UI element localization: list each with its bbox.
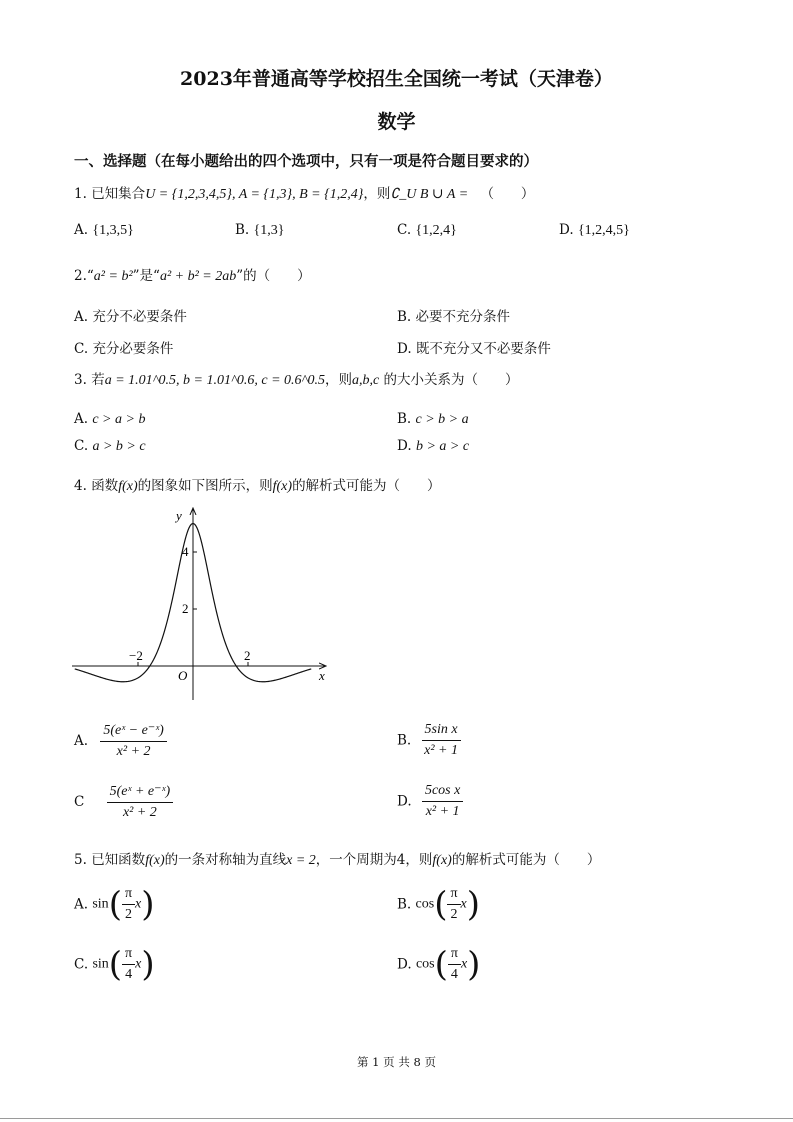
question-3 bbox=[74, 368, 518, 389]
fraction bbox=[100, 722, 167, 760]
question-4 bbox=[74, 474, 441, 495]
section-heading: 一、选择题（在每小题给出的四个选项中，只有一项是符合题目要求的） bbox=[74, 153, 538, 170]
fraction bbox=[122, 946, 135, 983]
y-tick-label: 4 bbox=[182, 544, 189, 559]
option-c bbox=[74, 337, 173, 357]
option-label: A. bbox=[74, 222, 89, 238]
function-name: f(x) bbox=[118, 479, 138, 494]
option-label: C. bbox=[74, 341, 89, 357]
fraction bbox=[422, 722, 461, 759]
question-number: 3. bbox=[74, 372, 87, 388]
option-b bbox=[397, 722, 461, 759]
function-name: f(x) bbox=[272, 479, 293, 494]
option-label: D. bbox=[397, 956, 412, 973]
trig-function: cos bbox=[415, 956, 435, 972]
question-text: ”的（ ） bbox=[236, 268, 311, 284]
option-label: C. bbox=[397, 222, 412, 238]
function-name: f(x) bbox=[145, 853, 165, 868]
math-expression: a = 1.01^0.5, b = 1.01^0.6, c = 0.6^0.5 bbox=[104, 373, 325, 388]
math-variables: a,b,c bbox=[351, 373, 380, 388]
option-text: 必要不充分条件 bbox=[415, 309, 511, 325]
option-label: C. bbox=[74, 956, 89, 973]
option-b bbox=[397, 411, 469, 428]
option-d bbox=[397, 337, 551, 357]
x-tick-label: −2 bbox=[129, 648, 143, 663]
numerator: 5sin x bbox=[422, 722, 461, 741]
option-label: C. bbox=[74, 438, 89, 454]
trig-function: sin bbox=[92, 956, 109, 972]
option-b bbox=[397, 305, 510, 325]
page-divider bbox=[0, 1118, 793, 1119]
numerator: π bbox=[122, 886, 135, 905]
option-label: A. bbox=[74, 896, 89, 913]
option-c: C. sin( $\frac{\pi}{4}$ x) bbox=[74, 944, 155, 985]
question-text: 的图象如下图所示，则 bbox=[137, 478, 273, 494]
question-text: ，一个周期为4，则 bbox=[315, 852, 433, 868]
question-number: 5. bbox=[74, 852, 87, 868]
option-label: A. bbox=[74, 411, 89, 427]
question-text: ，则 bbox=[324, 372, 352, 388]
numerator: π bbox=[122, 946, 135, 965]
option-label: A. bbox=[74, 309, 89, 325]
variable: x bbox=[460, 956, 468, 972]
math-expression: a² = b² bbox=[93, 269, 133, 284]
numerator: 5(eˣ − e⁻ˣ) bbox=[100, 722, 167, 742]
exam-title: 2023年普通高等学校招生全国统一考试（天津卷） bbox=[180, 68, 613, 90]
option-label: A. bbox=[74, 733, 89, 749]
denominator: x² + 1 bbox=[424, 743, 458, 758]
x-axis-label: x bbox=[319, 668, 325, 683]
question-text: 的一条对称轴为直线 bbox=[164, 852, 287, 868]
option-label: B. bbox=[397, 896, 412, 913]
option-c bbox=[397, 222, 457, 239]
page-footer: 第 1 页 共 8 页 bbox=[357, 1055, 436, 1069]
option-c bbox=[74, 783, 173, 821]
denominator: 2 bbox=[450, 907, 458, 922]
origin-label: O bbox=[178, 668, 188, 683]
y-axis-label: y bbox=[176, 508, 182, 523]
option-text: 充分必要条件 bbox=[92, 341, 174, 357]
question-text: 函数 bbox=[91, 478, 119, 494]
fraction bbox=[448, 946, 461, 983]
option-math: c > b > a bbox=[415, 412, 469, 427]
question-text: 的大小关系为（ ） bbox=[383, 372, 519, 388]
function-graph bbox=[66, 500, 336, 710]
x-tick-label: 2 bbox=[244, 648, 251, 663]
option-d bbox=[559, 222, 630, 239]
fraction bbox=[107, 783, 174, 821]
trig-function: sin bbox=[92, 896, 109, 912]
option-label: D. bbox=[559, 222, 574, 238]
option-math: a > b > c bbox=[92, 439, 146, 454]
question-1 bbox=[74, 182, 534, 203]
option-label: B. bbox=[397, 309, 412, 325]
math-expression: x = 2 bbox=[286, 853, 316, 868]
option-a bbox=[74, 305, 187, 325]
option-a bbox=[74, 411, 145, 428]
numerator: 5cos x bbox=[422, 783, 463, 802]
question-number: 2. bbox=[74, 268, 87, 284]
option-text: 既不充分又不必要条件 bbox=[415, 341, 551, 357]
question-text: ，则 bbox=[363, 186, 391, 202]
question-text: “ bbox=[86, 268, 94, 284]
denominator: 4 bbox=[125, 967, 133, 982]
option-b: B. cos( $\frac{\pi}{2}$ x) bbox=[397, 884, 481, 925]
function-name: f(x) bbox=[432, 853, 452, 868]
option-math: {1,2,4,5} bbox=[577, 223, 630, 238]
question-2 bbox=[74, 264, 311, 285]
option-d bbox=[397, 438, 469, 455]
option-b bbox=[235, 222, 284, 239]
fraction bbox=[422, 783, 463, 820]
numerator: π bbox=[447, 886, 460, 905]
option-label: B. bbox=[397, 411, 412, 427]
variable: x bbox=[135, 956, 142, 972]
math-expression: a² + b² = 2ab bbox=[159, 269, 237, 284]
math-expression: ∁_U B ∪ A = bbox=[390, 187, 469, 202]
option-a bbox=[74, 722, 167, 760]
option-math: {1,2,4} bbox=[415, 223, 457, 238]
fraction bbox=[447, 886, 460, 923]
numerator: 5(eˣ + e⁻ˣ) bbox=[107, 783, 174, 803]
option-label: B. bbox=[235, 222, 250, 238]
question-number: 1. bbox=[74, 186, 87, 202]
option-math: {1,3,5} bbox=[92, 223, 134, 238]
variable: x bbox=[135, 896, 142, 912]
y-tick-label: 2 bbox=[182, 601, 189, 616]
option-math: {1,3} bbox=[253, 223, 285, 238]
question-text: ”是“ bbox=[132, 268, 160, 284]
denominator: 2 bbox=[124, 907, 132, 922]
option-d bbox=[397, 783, 463, 820]
math-sets: U = {1,2,3,4,5}, A = {1,3}, B = {1,2,4} bbox=[145, 187, 364, 202]
denominator: x² + 2 bbox=[122, 805, 157, 820]
question-text: 若 bbox=[91, 372, 105, 388]
option-label: D. bbox=[397, 341, 412, 357]
fraction bbox=[122, 886, 135, 923]
question-text: 的解析式可能为（ ） bbox=[292, 478, 441, 494]
subject-title: 数学 bbox=[377, 111, 416, 133]
question-number: 4. bbox=[74, 478, 87, 494]
option-d: D. cos( $\frac{\pi}{4}$ x) bbox=[397, 944, 481, 985]
answer-blank: （ ） bbox=[480, 186, 535, 202]
option-math: c > a > b bbox=[92, 412, 146, 427]
variable: x bbox=[460, 896, 467, 912]
numerator: π bbox=[448, 946, 461, 965]
question-text: 的解析式可能为（ ） bbox=[451, 852, 601, 868]
question-text: 已知函数 bbox=[91, 852, 146, 868]
question-text: 已知集合 bbox=[91, 186, 146, 202]
option-label: D. bbox=[397, 438, 412, 454]
denominator: x² + 1 bbox=[425, 804, 460, 819]
option-a: A. sin( $\frac{\pi}{2}$ x) bbox=[74, 884, 155, 925]
option-c bbox=[74, 438, 146, 455]
option-text: 充分不必要条件 bbox=[92, 309, 187, 325]
denominator: x² + 2 bbox=[116, 744, 151, 759]
question-5 bbox=[74, 848, 600, 869]
option-label: B. bbox=[397, 732, 412, 749]
denominator: 4 bbox=[450, 967, 458, 982]
option-label: C bbox=[74, 794, 85, 810]
trig-function: cos bbox=[415, 896, 435, 912]
option-label: D. bbox=[397, 793, 412, 810]
option-math: b > a > c bbox=[415, 439, 470, 454]
option-a bbox=[74, 222, 134, 239]
